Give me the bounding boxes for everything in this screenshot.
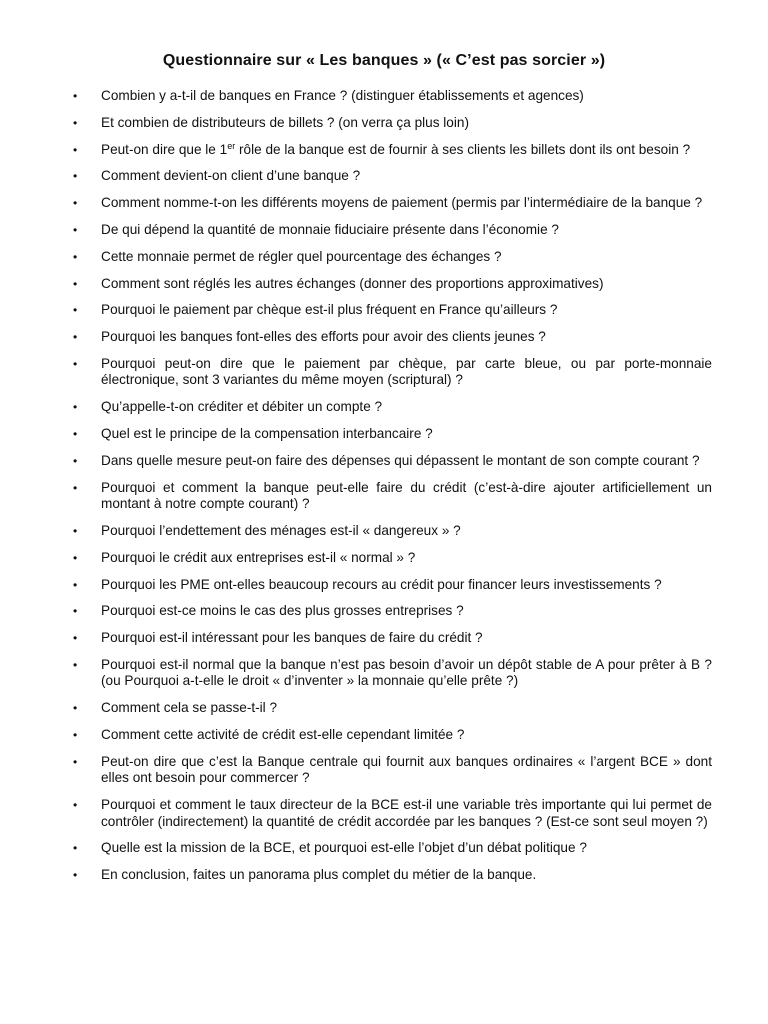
- list-item: [0, 399, 768, 416]
- list-item: [0, 222, 768, 239]
- bullet-icon: •: [73, 453, 78, 468]
- question-text: Et combien de distributeurs de billets ? (on verra ça plus loin): [101, 114, 469, 130]
- list-item: [0, 480, 768, 513]
- bullet-icon: •: [73, 754, 78, 769]
- list-item: [0, 550, 768, 567]
- bullet-icon: •: [73, 196, 78, 211]
- bullet-icon: •: [73, 222, 78, 237]
- list-item: [0, 840, 768, 857]
- question-text: Comment cela se passe-t-il ?: [101, 700, 278, 716]
- bullet-icon: •: [73, 798, 78, 813]
- question-text: Pourquoi le crédit aux entreprises est-il « normal » ?: [101, 549, 416, 565]
- question-text: Pourquoi est-il normal que la banque n’est pas besoin d’avoir un dépôt stable de A pour prêter à B ? (ou Pourquoi a-t-elle le droit « d’inventer » la monnaie qu’elle prête ?): [101, 656, 712, 689]
- list-item: [0, 577, 768, 594]
- question-text: Comment devient-on client d’une banque ?: [101, 168, 361, 184]
- question-text: Quelle est la mission de la BCE, et pourquoi est-elle l’objet d’un débat politique ?: [101, 840, 587, 856]
- list-item: [0, 700, 768, 717]
- list-item: [0, 356, 768, 389]
- list-item: [0, 523, 768, 540]
- bullet-icon: •: [73, 657, 78, 672]
- bullet-icon: •: [73, 115, 78, 130]
- question-text: Pourquoi l’endettement des ménages est-il « dangereux » ?: [101, 522, 461, 538]
- question-text: Pourquoi est-ce moins le cas des plus grosses entreprises ?: [101, 603, 464, 619]
- list-item: [0, 168, 768, 185]
- bullet-icon: •: [73, 728, 78, 743]
- bullet-icon: •: [73, 303, 78, 318]
- bullet-icon: •: [73, 631, 78, 646]
- page-title: Questionnaire sur « Les banques » (« C’est pas sorcier »): [162, 52, 606, 69]
- question-text-part: rôle de la banque est de fournir à ses clients les billets dont ils ont besoin ?: [235, 141, 691, 157]
- list-item: [0, 426, 768, 443]
- question-text: De qui dépend la quantité de monnaie fiduciaire présente dans l’économie ?: [101, 221, 559, 237]
- question-text: Pourquoi est-il intéressant pour les banques de faire du crédit ?: [101, 630, 483, 646]
- question-list: [0, 88, 768, 894]
- bullet-icon: •: [73, 841, 78, 856]
- bullet-icon: •: [73, 480, 78, 495]
- list-item: [0, 195, 768, 212]
- question-text: Comment nomme-t-on les différents moyens de paiement (permis par l’intermédiaire de la banque ?: [101, 195, 703, 211]
- question-text-part: Peut-on dire que le 1: [101, 141, 228, 157]
- question-text: Pourquoi les banques font-elles des efforts pour avoir des clients jeunes ?: [101, 329, 546, 345]
- list-item: [0, 867, 768, 884]
- question-text: Pourquoi le paiement par chèque est-il plus fréquent en France qu’ailleurs ?: [101, 302, 558, 318]
- list-item: [0, 603, 768, 620]
- list-item: [0, 657, 768, 690]
- bullet-icon: •: [73, 550, 78, 565]
- bullet-icon: •: [73, 523, 78, 538]
- bullet-icon: •: [73, 400, 78, 415]
- question-text: Cette monnaie permet de régler quel pourcentage des échanges ?: [101, 248, 502, 264]
- question-text: Comment sont réglés les autres échanges (donner des proportions approximatives): [101, 275, 604, 291]
- question-text: Comment cette activité de crédit est-elle cependant limitée ?: [101, 727, 465, 743]
- question-text: Quel est le principe de la compensation interbancaire ?: [101, 426, 433, 442]
- question-text: Qu’appelle-t-on créditer et débiter un compte ?: [101, 399, 383, 415]
- list-item: [0, 276, 768, 293]
- question-text: Pourquoi et comment la banque peut-elle faire du crédit (c’est-à-dire ajouter artificiellement un montant à notre compte courant) ?: [101, 479, 712, 512]
- list-item: [0, 754, 768, 787]
- bullet-icon: •: [73, 604, 78, 619]
- bullet-icon: •: [73, 356, 78, 371]
- superscript: er: [227, 140, 236, 151]
- list-item: [0, 142, 768, 159]
- bullet-icon: •: [73, 330, 78, 345]
- question-text: Pourquoi et comment le taux directeur de la BCE est-il une variable très importante qui lui permet de contrôler (indirectement) la quantité de crédit accordée par les banques ? (Est-ce sont seul moyen ?): [101, 797, 712, 829]
- list-item: [0, 630, 768, 647]
- list-item: [0, 727, 768, 744]
- bullet-icon: •: [73, 142, 78, 157]
- list-item: [0, 329, 768, 346]
- bullet-icon: •: [73, 577, 78, 592]
- bullet-icon: •: [73, 169, 78, 184]
- bullet-icon: •: [73, 427, 78, 442]
- list-item: [0, 249, 768, 266]
- list-item: [0, 115, 768, 132]
- question-text: Peut-on dire que c’est la Banque centrale qui fournit aux banques ordinaires « l’argent BCE » dont elles ont besoin pour commercer ?: [101, 753, 712, 786]
- question-text: Dans quelle mesure peut-on faire des dépenses qui dépassent le montant de son compte courant ?: [101, 452, 700, 468]
- list-item: [0, 453, 768, 470]
- bullet-icon: •: [73, 868, 78, 883]
- question-text: En conclusion, faites un panorama plus complet du métier de la banque.: [101, 867, 537, 883]
- bullet-icon: •: [73, 276, 78, 291]
- bullet-icon: •: [73, 249, 78, 264]
- question-text: Pourquoi peut-on dire que le paiement par chèque, par carte bleue, ou par porte-monnaie électronique, sont 3 variantes du même moyen (scriptural) ?: [101, 355, 712, 388]
- list-item: [0, 797, 768, 830]
- bullet-icon: •: [73, 89, 78, 103]
- list-item: [0, 88, 768, 105]
- question-text: [101, 142, 690, 157]
- bullet-icon: •: [73, 701, 78, 716]
- list-item: [0, 302, 768, 319]
- question-text: Combien y a-t-il de banques en France ? (distinguer établissements et agences): [101, 88, 584, 103]
- question-text: Pourquoi les PME ont-elles beaucoup recours au crédit pour financer leurs investissements ?: [101, 576, 662, 592]
